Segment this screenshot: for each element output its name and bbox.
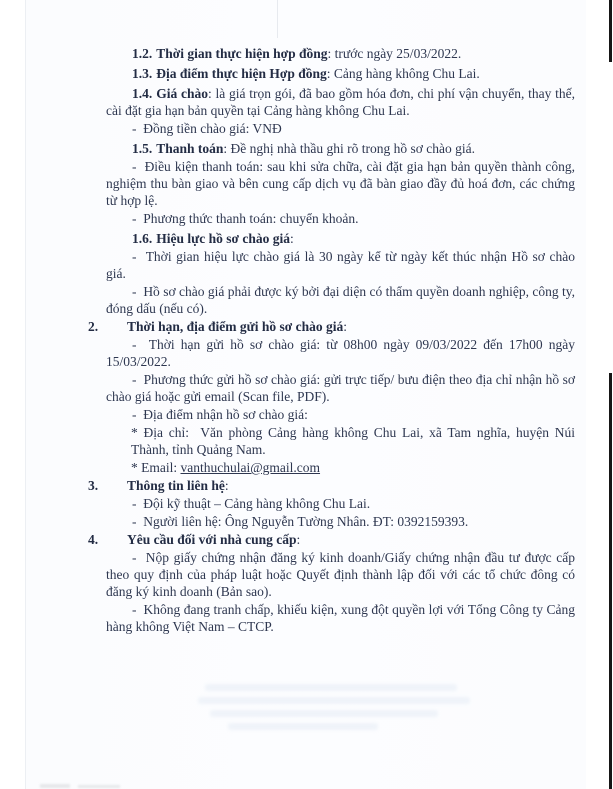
dash-list-item	[106, 601, 575, 635]
item-number: 1.2.	[132, 46, 153, 61]
dash-marker: -	[132, 121, 144, 136]
clause-heading	[106, 230, 575, 247]
dash-list-item	[106, 158, 575, 209]
dash-list-item	[106, 210, 575, 227]
item-number: 1.3.	[132, 66, 153, 81]
item-text: Phương thức thanh toán: chuyển khoản.	[143, 211, 359, 226]
item-title: Địa điểm thực hiện Hợp đồng	[156, 66, 327, 81]
dash-list-item	[106, 336, 575, 370]
clause-heading	[106, 140, 575, 157]
dash-marker: -	[132, 496, 144, 511]
item-title: Giá chào	[156, 86, 208, 101]
item-text: * Email:	[131, 460, 181, 475]
item-title: Thông tin liên hệ	[127, 478, 225, 493]
item-number: 1.4.	[132, 86, 153, 101]
item-text: : là giá trọn gói, đã bao gồm hóa đơn, chi phí vận chuyển, thay thế, cài đặt gia hạn bản quyền tại Cảng hàng không Chu Lai.	[106, 86, 575, 118]
dash-list-item	[106, 120, 575, 137]
item-text: Phương thức gửi hồ sơ chào giá: gửi trực tiếp/ bưu điện theo địa chỉ nhận hồ sơ chào giá hoặc gửi email (Scan file, PDF).	[106, 372, 575, 404]
item-title: Thời gian thực hiện hợp đồng	[156, 46, 328, 61]
dash-marker: -	[132, 550, 146, 565]
item-number: 1.6.	[132, 231, 153, 246]
item-number: 4.	[88, 532, 99, 547]
item-title: Thanh toán	[156, 141, 224, 156]
item-text: Điều kiện thanh toán: sau khi sửa chữa, cài đặt gia hạn bản quyền thành công, nghiệm thu bàn giao và bên cung cấp dịch vụ đã bàn giao đầy đủ hoá đơn, các chứng từ hợp lệ.	[106, 159, 576, 208]
dash-marker: -	[132, 602, 144, 617]
item-title: Yêu cầu đối với nhà cung cấp	[127, 532, 297, 547]
section-heading	[88, 318, 575, 335]
note-line	[131, 459, 575, 476]
dash-list-item	[106, 513, 575, 530]
dash-list-item	[106, 549, 575, 600]
scan-smudge	[40, 784, 70, 788]
item-text: Địa điểm nhận hồ sơ chào giá:	[143, 407, 308, 422]
item-text: Nộp giấy chứng nhận đăng ký kinh doanh/Giấy chứng nhận đầu tư được cấp theo quy định của pháp luật hoặc Quyết định thành lập đối với các tổ chức đông có đăng ký kinh doanh (Bản sao).	[106, 550, 576, 599]
bleedthrough-line	[210, 710, 438, 717]
item-text: Người liên hệ: Ông Nguyễn Tường Nhân. ĐT: 0392159393.	[143, 514, 469, 529]
item-text: Đội kỹ thuật – Cảng hàng không Chu Lai.	[143, 496, 371, 511]
item-title: Thời hạn, địa điểm gửi hồ sơ chào giá	[127, 319, 344, 334]
section-heading	[88, 477, 575, 494]
item-text: Thời gian hiệu lực chào giá là 30 ngày kể từ ngày kết thúc nhận Hồ sơ chào giá.	[106, 249, 576, 281]
clause-heading	[106, 65, 575, 82]
dash-list-item	[106, 371, 575, 405]
section-heading	[88, 531, 575, 548]
item-text: : Cảng hàng không Chu Lai.	[326, 66, 480, 81]
item-text: Không đang tranh chấp, khiếu kiện, xung đột quyền lợi với Tổng Công ty Cảng hàng không Việt Nam – CTCP.	[106, 602, 575, 634]
item-text: Thời hạn gửi hồ sơ chào giá: từ 08h00 ngày 09/03/2022 đến 17h00 ngày 15/03/2022.	[106, 337, 575, 369]
item-title: Hiệu lực hồ sơ chào giá	[156, 231, 290, 246]
dash-marker: -	[132, 211, 144, 226]
item-text: :	[343, 319, 347, 334]
dash-list-item	[106, 406, 575, 423]
item-text: : Đề nghị nhà thầu ghi rõ trong hồ sơ chào giá.	[223, 141, 476, 156]
dash-list-item	[106, 248, 575, 282]
dash-marker: -	[132, 284, 144, 299]
bleedthrough-line	[198, 697, 470, 704]
item-text: :	[224, 478, 229, 493]
dash-marker: -	[132, 372, 144, 387]
clause-heading	[106, 45, 575, 62]
dash-marker: -	[132, 407, 144, 422]
dash-marker: -	[132, 249, 146, 264]
item-text: :	[289, 231, 294, 246]
item-text: * Địa chỉ: Văn phòng Cảng hàng không Chu Lai, xã Tam nghĩa, huyện Núi Thành, tỉnh Quảng Nam.	[131, 425, 575, 457]
dash-marker: -	[132, 337, 149, 352]
item-number: 3.	[88, 478, 99, 493]
clause-heading	[106, 85, 575, 119]
item-text: :	[296, 532, 301, 547]
email-address: vanthuchulai@gmail.com	[180, 460, 321, 475]
dash-marker: -	[132, 514, 144, 529]
item-text: Đồng tiền chào giá: VNĐ	[143, 121, 282, 136]
item-text: Hồ sơ chào giá phải được ký bởi đại diện có thẩm quyền doanh nghiệp, công ty, đóng dấu (nếu có).	[106, 284, 576, 316]
item-number: 1.5.	[132, 141, 153, 156]
note-line	[131, 424, 575, 458]
dash-list-item	[106, 495, 575, 512]
dash-marker: -	[132, 159, 145, 174]
bleedthrough-line	[205, 684, 457, 691]
bleedthrough-line	[228, 723, 378, 730]
scan-smudge	[78, 785, 120, 788]
item-text: : trước ngày 25/03/2022.	[327, 46, 462, 61]
dash-list-item	[106, 283, 575, 317]
item-number: 2.	[88, 319, 99, 334]
